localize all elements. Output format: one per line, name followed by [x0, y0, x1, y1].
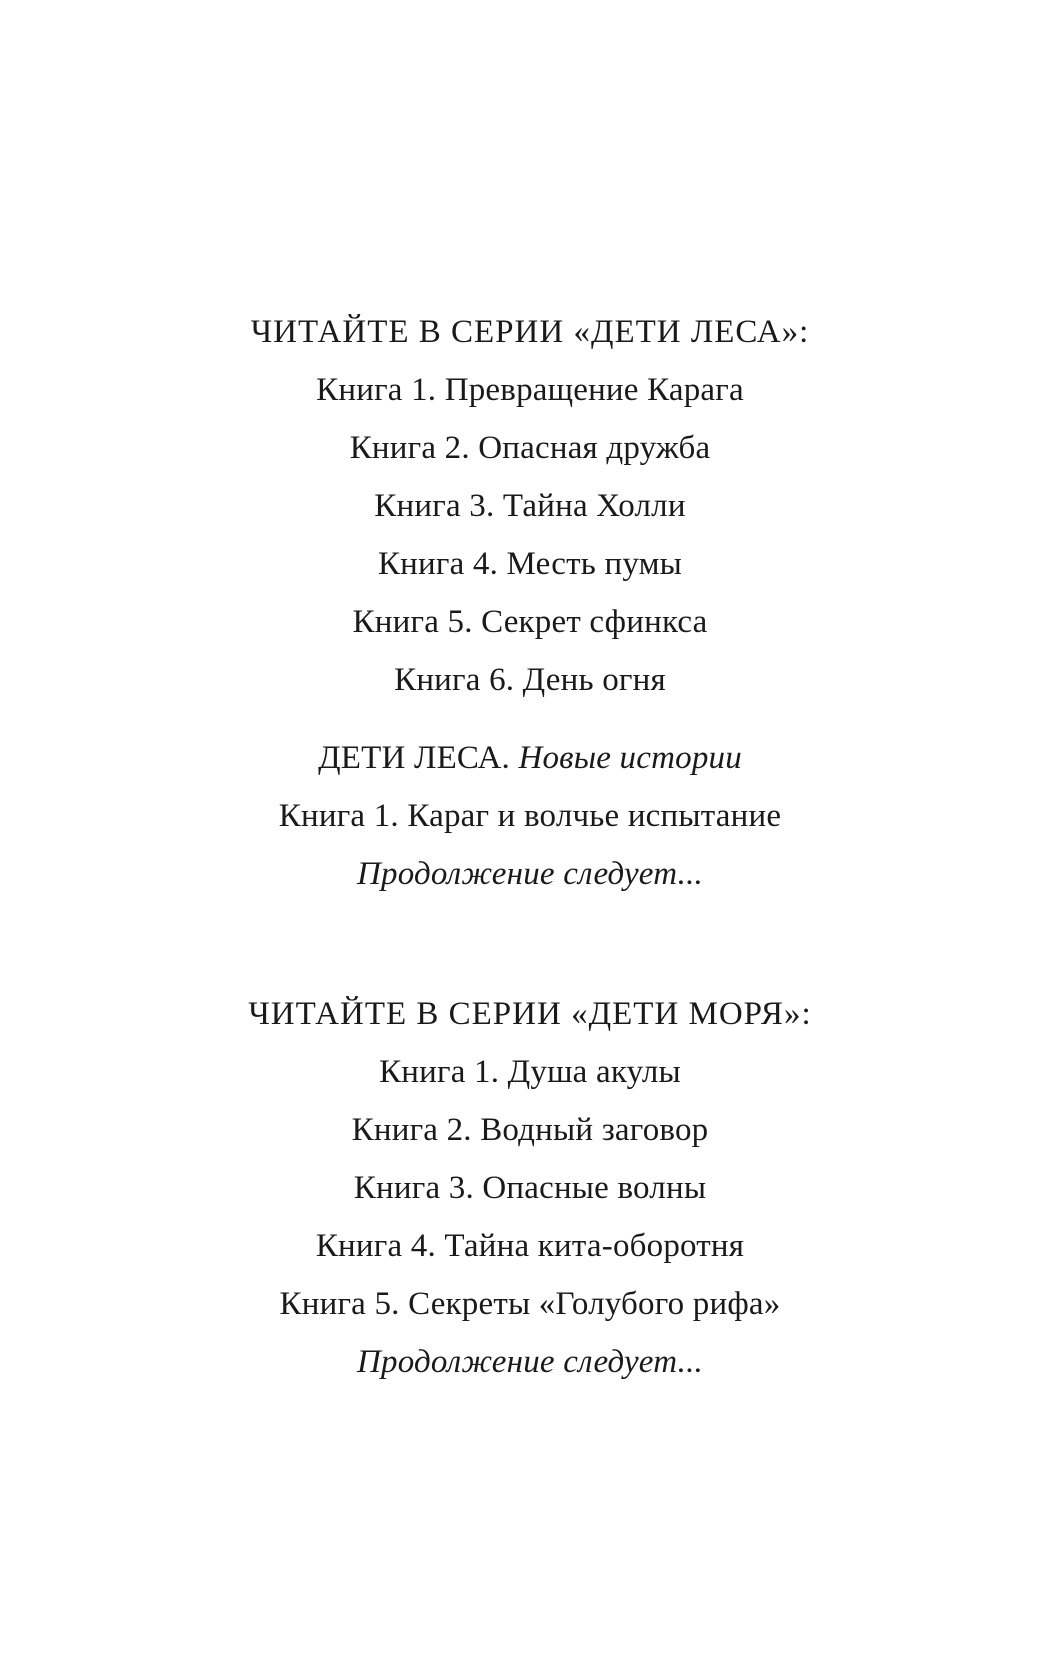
subseries-forest-book-1: Книга 1. Караг и волчье испытание	[278, 798, 782, 834]
subseries-forest-subtitle: Новые истории	[518, 740, 742, 776]
series-sea-book-2: Книга 2. Водный заговор	[351, 1112, 709, 1148]
series-sea-to-be-continued: Продолжение следует...	[356, 1344, 704, 1380]
series-forest-book-4: Книга 4. Месть пумы	[377, 546, 683, 582]
series-sea-book-5: Книга 5. Секреты «Голубого рифа»	[279, 1286, 781, 1322]
subseries-forest-title: ДЕТИ ЛЕСА.	[318, 740, 510, 776]
series-forest-book-1: Книга 1. Превращение Карага	[316, 372, 744, 408]
series-sea-book-4: Книга 4. Тайна кита-оборотня	[315, 1228, 745, 1264]
series-sea-book-1: Книга 1. Душа акулы	[379, 1054, 681, 1090]
series-forest-book-2: Книга 2. Опасная дружба	[349, 430, 711, 466]
subseries-forest-title-line	[0, 738, 1060, 778]
series-forest-to-be-continued: Продолжение следует...	[356, 856, 704, 892]
series-forest-book-6: Книга 6. День огня	[394, 662, 666, 698]
series-sea-book-3: Книга 3. Опасные волны	[353, 1170, 707, 1206]
series-sea-heading: ЧИТАЙТЕ В СЕРИИ «ДЕТИ МОРЯ»:	[248, 996, 812, 1032]
series-forest-book-5: Книга 5. Секрет сфинкса	[352, 604, 708, 640]
series-forest-heading: ЧИТАЙТЕ В СЕРИИ «ДЕТИ ЛЕСА»:	[250, 314, 810, 350]
series-forest-book-3: Книга 3. Тайна Холли	[374, 488, 686, 524]
